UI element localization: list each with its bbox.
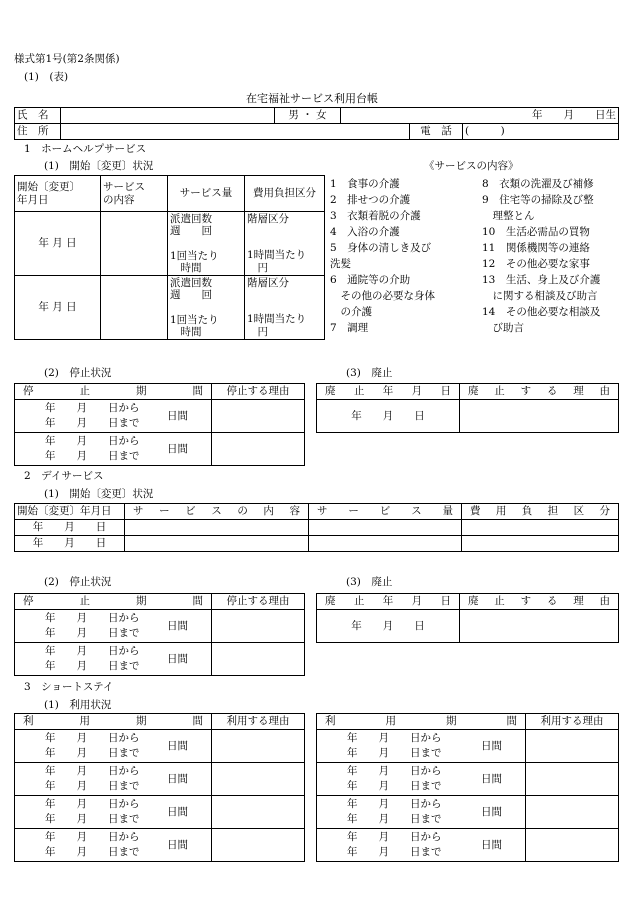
homehelp-abolish-table — [316, 383, 619, 433]
service-item: 1 食事の介護 — [330, 178, 400, 190]
form-number: 様式第1号(第2条関係) — [14, 53, 120, 65]
service-item: び助言 — [482, 322, 524, 334]
abolish-date-field[interactable]: 年 月 日 — [317, 400, 460, 433]
service-amount-field[interactable]: 派遣回数 週 回 1回当たり 時間 — [168, 212, 245, 276]
service-item: 5 身体の清しき及び — [330, 242, 432, 254]
table-row — [317, 763, 619, 796]
period-field[interactable]: 年 月 日から 年 月 日まで 日間 — [15, 829, 212, 862]
name-field[interactable] — [61, 108, 275, 124]
col-abolish-reason: 廃 止 す る 理 由 — [460, 384, 619, 400]
period-field[interactable]: 年 月 日から 年 月 日まで 日間 — [15, 400, 212, 433]
use-reason-field[interactable] — [212, 796, 305, 829]
col-cost-category: 費 用 負 担 区 分 — [462, 504, 619, 520]
section-2-title: 2 デイサービス — [24, 470, 104, 482]
table-row — [317, 796, 619, 829]
col-stop-reason: 停止する理由 — [212, 384, 305, 400]
table-row — [15, 643, 305, 676]
service-item: 12 その他必要な家事 — [482, 258, 590, 270]
col-service-content: サ ー ビ ス の 内 容 — [125, 504, 309, 520]
use-reason-field[interactable] — [526, 730, 619, 763]
service-amount-field[interactable]: 派遣回数 週 回 1回当たり 時間 — [168, 276, 245, 340]
period-field[interactable]: 年 月 日から 年 月 日まで 日間 — [317, 796, 526, 829]
table-row — [15, 610, 305, 643]
table-row — [15, 536, 619, 552]
cost-category-field[interactable]: 階層区分 1時間当たり 円 — [245, 276, 325, 340]
col-use-period: 利 用 期 間 — [15, 714, 212, 730]
section-3-use-title: (1) 利用状況 — [44, 699, 112, 711]
col-stop-period: 停 止 期 間 — [15, 384, 212, 400]
dayservice-start-table — [14, 503, 619, 552]
abolish-date-field[interactable]: 年 月 日 — [317, 610, 460, 643]
section-1-title: 1 ホームヘルプサービス — [24, 143, 147, 155]
name-label: 氏 名 — [15, 108, 61, 124]
shortstay-use-table-left — [14, 713, 305, 862]
table-row — [15, 276, 325, 340]
stop-reason-field[interactable] — [212, 433, 305, 466]
service-list-right — [482, 176, 600, 336]
period-field[interactable]: 年 月 日から 年 月 日まで 日間 — [15, 643, 212, 676]
stop-title: (2) 停止状況 — [44, 367, 112, 379]
service-item: 3 衣類着脱の介護 — [330, 210, 421, 222]
col-service-amount: サ ー ビ ス 量 — [309, 504, 462, 520]
phone-label: 電 話 — [410, 124, 463, 140]
service-item: 洗髪 — [330, 258, 351, 270]
period-field[interactable]: 年 月 日から 年 月 日まで 日間 — [317, 763, 526, 796]
service-item: 9 住宅等の掃除及び整 — [482, 194, 594, 206]
table-row — [15, 520, 619, 536]
personal-info-table — [14, 107, 619, 140]
col-use-reason: 利用する理由 — [212, 714, 305, 730]
col-abolish-reason: 廃 止 す る 理 由 — [460, 594, 619, 610]
start-date-field[interactable]: 年 月 日 — [15, 520, 125, 536]
period-field[interactable]: 年 月 日から 年 月 日まで 日間 — [15, 610, 212, 643]
dayservice-stop-table — [14, 593, 305, 676]
service-amount-field[interactable] — [309, 536, 462, 552]
table-row — [15, 763, 305, 796]
shortstay-use-table-right — [316, 713, 619, 862]
page-title: 在宅福祉サービス利用台帳 — [246, 92, 378, 105]
service-item: その他の必要な身体 — [330, 290, 435, 302]
table-row — [317, 400, 619, 433]
col-stop-reason: 停止する理由 — [212, 594, 305, 610]
service-item: 4 入浴の介護 — [330, 226, 400, 238]
table-row — [15, 433, 305, 466]
homehelp-start-table — [14, 175, 325, 340]
table-row — [15, 730, 305, 763]
use-reason-field[interactable] — [212, 763, 305, 796]
service-content-field[interactable] — [101, 212, 168, 276]
period-field[interactable]: 年 月 日から 年 月 日まで 日間 — [317, 829, 526, 862]
use-reason-field[interactable] — [212, 730, 305, 763]
abolish-title: (3) 廃止 — [346, 576, 393, 588]
address-field[interactable] — [61, 124, 410, 140]
address-label: 住 所 — [15, 124, 61, 140]
service-item: 7 調理 — [330, 322, 369, 334]
service-item: 理整とん — [482, 210, 535, 222]
period-field[interactable]: 年 月 日から 年 月 日まで 日間 — [15, 433, 212, 466]
section-1-start-title: (1) 開始〔変更〕状況 — [44, 160, 154, 172]
cost-category-field[interactable] — [462, 520, 619, 536]
use-reason-field[interactable] — [526, 796, 619, 829]
table-row — [15, 796, 305, 829]
col-use-period: 利 用 期 間 — [317, 714, 526, 730]
stop-reason-field[interactable] — [212, 610, 305, 643]
service-item: の介護 — [330, 306, 372, 318]
col-service-amount: サービス量 — [168, 176, 245, 212]
service-content-field[interactable] — [125, 536, 309, 552]
cost-category-field[interactable]: 階層区分 1時間当たり 円 — [245, 212, 325, 276]
service-item: 10 生活必需品の買物 — [482, 226, 590, 238]
phone-field[interactable]: ( ) — [463, 124, 619, 140]
dayservice-abolish-table — [316, 593, 619, 643]
col-start-date: 開始〔変更〕年月日 — [15, 504, 125, 520]
stop-reason-field[interactable] — [212, 400, 305, 433]
service-list-left — [330, 176, 435, 336]
form-side: (1) (表) — [24, 71, 69, 83]
period-field[interactable]: 年 月 日から 年 月 日まで 日間 — [15, 730, 212, 763]
service-item: 13 生活、身上及び介護 — [482, 274, 601, 286]
service-item: に関する相談及び助言 — [482, 290, 598, 302]
service-list-title: 《サービスの内容》 — [424, 160, 519, 172]
section-3-title: 3 ショートステイ — [24, 681, 114, 693]
use-reason-field[interactable] — [526, 829, 619, 862]
service-content-field[interactable] — [125, 520, 309, 536]
col-cost-category: 費用負担区分 — [245, 176, 325, 212]
service-item: 11 関係機関等の連絡 — [482, 242, 590, 254]
gender-select[interactable]: 男 ・ 女 — [275, 108, 341, 124]
period-field[interactable]: 年 月 日から 年 月 日まで 日間 — [317, 730, 526, 763]
table-row — [15, 212, 325, 276]
cost-category-field[interactable] — [462, 536, 619, 552]
stop-reason-field[interactable] — [212, 643, 305, 676]
abolish-reason-field[interactable] — [460, 400, 619, 433]
homehelp-stop-table — [14, 383, 305, 466]
table-row — [317, 829, 619, 862]
table-row — [317, 730, 619, 763]
col-start-date: 開始〔変更〕 年月日 — [15, 176, 101, 212]
col-use-reason: 利用する理由 — [526, 714, 619, 730]
start-date-field[interactable]: 年 月 日 — [15, 276, 101, 340]
col-stop-period: 停 止 期 間 — [15, 594, 212, 610]
service-item: 6 通院等の介助 — [330, 274, 411, 286]
abolish-reason-field[interactable] — [460, 610, 619, 643]
service-item: 8 衣類の洗濯及び補修 — [482, 178, 594, 190]
table-row — [317, 610, 619, 643]
birth-date-field[interactable]: 年 月 日生 — [341, 108, 619, 124]
service-item: 2 排せつの介護 — [330, 194, 411, 206]
start-date-field[interactable]: 年 月 日 — [15, 212, 101, 276]
service-content-field[interactable] — [101, 276, 168, 340]
start-date-field[interactable]: 年 月 日 — [15, 536, 125, 552]
table-row — [15, 400, 305, 433]
service-amount-field[interactable] — [309, 520, 462, 536]
col-abolish-date: 廃 止 年 月 日 — [317, 594, 460, 610]
section-2-start-title: (1) 開始〔変更〕状況 — [44, 488, 154, 500]
use-reason-field[interactable] — [212, 829, 305, 862]
service-item: 14 その他必要な相談及 — [482, 306, 601, 318]
col-abolish-date: 廃 止 年 月 日 — [317, 384, 460, 400]
table-row — [15, 829, 305, 862]
period-field[interactable]: 年 月 日から 年 月 日まで 日間 — [15, 763, 212, 796]
abolish-title: (3) 廃止 — [346, 367, 393, 379]
period-field[interactable]: 年 月 日から 年 月 日まで 日間 — [15, 796, 212, 829]
col-service-content: サービス の内容 — [101, 176, 168, 212]
stop-title: (2) 停止状況 — [44, 576, 112, 588]
use-reason-field[interactable] — [526, 763, 619, 796]
